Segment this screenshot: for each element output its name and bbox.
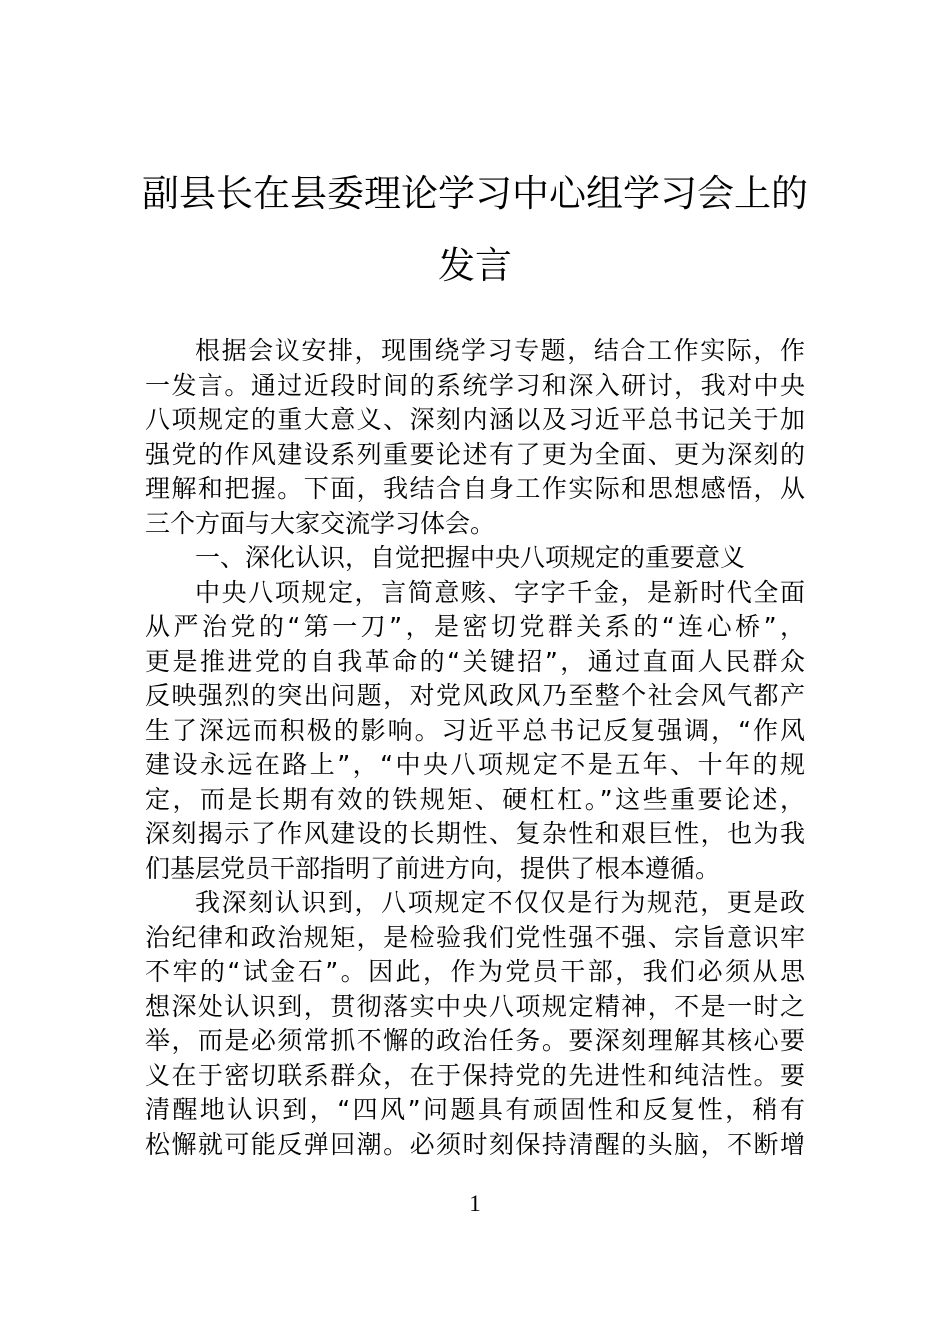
section-heading: 一、深化认识，自觉把握中央八项规定的重要意义 [195, 543, 746, 572]
body-line: 不牢的“试金石”。因此，作为党员干部，我们必须从思 [145, 957, 805, 986]
body-line: 根据会议安排，现围绕学习专题，结合工作实际，作 [195, 336, 805, 365]
body-line: 强党的作风建设系列重要论述有了更为全面、更为深刻的 [145, 439, 805, 469]
body-line: 松懈就可能反弹回潮。必须时刻保持清醒的头脑，不断增 [145, 1129, 805, 1159]
body-line: 生了深远而积极的影响。习近平总书记反复强调，“作风 [145, 715, 805, 745]
body-line: 定，而是长期有效的铁规矩、硬杠杠。”这些重要论述， [145, 784, 805, 814]
body-line: 三个方面与大家交流学习体会。 [145, 508, 496, 538]
document-title-line-2: 发言 [438, 244, 512, 287]
body-line: 从严治党的“第一刀”，是密切党群关系的“连心桥”， [145, 612, 805, 641]
body-line: 反映强烈的突出问题，对党风政风乃至整个社会风气都产 [145, 681, 805, 710]
body-line: 中央八项规定，言简意赅、字字千金，是新时代全面 [195, 577, 805, 607]
body-line: 更是推进党的自我革命的“关键招”，通过直面人民群众 [145, 646, 805, 676]
body-line: 举，而是必须常抓不懈的政治任务。要深刻理解其核心要 [145, 1026, 805, 1055]
body-line: 们基层党员干部指明了前进方向，提供了根本遵循。 [145, 853, 721, 883]
body-line: 治纪律和政治规矩，是检验我们党性强不强、宗旨意识牢 [145, 922, 805, 952]
document-title-line-1: 副县长在县委理论学习中心组学习会上的 [142, 172, 808, 215]
page-number: 1 [469, 1191, 481, 1216]
body-line: 想深处认识到，贯彻落实中央八项规定精神，不是一时之 [145, 991, 805, 1021]
body-line: 建设永远在路上”，“中央八项规定不是五年、十年的规 [145, 750, 805, 779]
body-line: 理解和把握。下面，我结合自身工作实际和思想感悟，从 [145, 474, 805, 503]
body-line: 我深刻认识到，八项规定不仅仅是行为规范，更是政 [195, 888, 805, 917]
document-body [145, 334, 805, 1162]
body-line: 八项规定的重大意义、深刻内涵以及习近平总书记关于加 [145, 405, 805, 434]
body-line: 深刻揭示了作风建设的长期性、复杂性和艰巨性，也为我 [145, 819, 805, 848]
body-line: 义在于密切联系群众，在于保持党的先进性和纯洁性。要 [145, 1060, 805, 1090]
body-line: 清醒地认识到，“四风”问题具有顽固性和反复性，稍有 [145, 1095, 805, 1124]
body-line: 一发言。通过近段时间的系统学习和深入研讨，我对中央 [145, 370, 805, 400]
